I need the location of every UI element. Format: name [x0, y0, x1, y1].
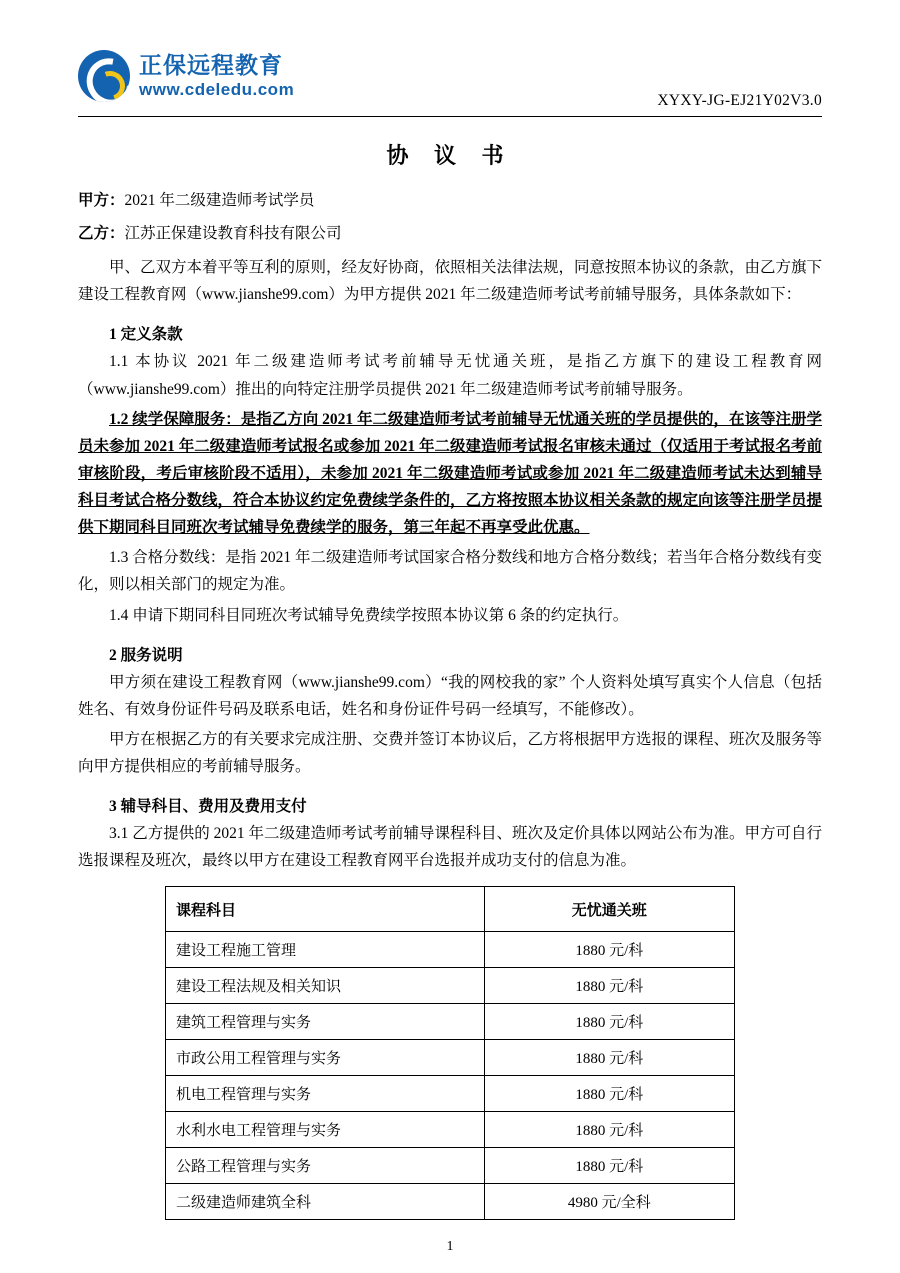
document-header [78, 40, 822, 114]
table-row [166, 1040, 735, 1076]
section-1-paragraph-1: 1.1 本协议 2021 年二级建造师考试考前辅导无忧通关班，是指乙方旗下的建设工程教育网（www.jianshe99.com）推出的向特定注册学员提供 2021 年二级建造师考试考前辅导服务。 [78, 353, 822, 398]
header-divider [78, 116, 822, 117]
section-2-paragraph-1: 甲方须在建设工程教育网（www.jianshe99.com）“我的网校我的家” 个人资料处填写真实个人信息（包括姓名、有效身份证件号码及联系电话，姓名和身份证件号码一经填写，不能修改）。 [78, 673, 822, 718]
section-1-paragraph-4: 1.4 申请下期同科目同班次考试辅导免费续学按照本协议第 6 条的约定执行。 [109, 606, 629, 624]
table-row [166, 932, 735, 968]
party-b-label: 乙方： [78, 224, 125, 242]
cell-subject: 水利水电工程管理与实务 [166, 1112, 485, 1148]
cell-price: 1880 元/科 [484, 1040, 734, 1076]
column-header-subject: 课程科目 [166, 887, 485, 932]
cell-price: 4980 元/全科 [484, 1184, 734, 1220]
cell-subject: 机电工程管理与实务 [166, 1076, 485, 1112]
section-2-paragraph-2: 甲方在根据乙方的有关要求完成注册、交费并签订本协议后，乙方将根据甲方选报的课程、班次及服务等向甲方提供相应的考前辅导服务。 [78, 730, 823, 775]
table-row [166, 1112, 735, 1148]
fee-table [165, 886, 735, 1220]
section-heading-3: 3 辅导科目、费用及费用支付 [109, 798, 307, 816]
fee-table-body [166, 932, 735, 1220]
table-row [166, 1076, 735, 1112]
section-heading-2: 2 服务说明 [109, 646, 183, 664]
section-heading-1: 1 定义条款 [109, 326, 183, 344]
cell-price: 1880 元/科 [484, 1076, 734, 1112]
table-row [166, 1184, 735, 1220]
section-1-paragraph-3: 1.3 合格分数线：是指 2021 年二级建造师考试国家合格分数线和地方合格分数线；若当年合格分数线有变化，则以相关部门的规定为准。 [78, 549, 823, 594]
logo-swirl-icon [78, 50, 130, 102]
cell-price: 1880 元/科 [484, 932, 734, 968]
document-code: XYXY-JG-EJ21Y02V3.0 [657, 92, 822, 109]
section-1-paragraph-2: 1.2 续学保障服务：是指乙方向 2021 年二级建造师考试考前辅导无忧通关班的学员提供的，在该等注册学员未参加 2021 年二级建造师考试报名或参加 2021 年二级建造师考试报名审核未通过（仅适用于考试报名考前审核阶段，考后审核阶段不适用），未参加 2021 年二级建造师考试或参加 2021 年二级建造师考试未达到辅导科目考试合格分数线，符合本协议约定免费续学条件的，乙方将按照本协议相关条款的规定向该等注册学员提供下期同科目同班次考试辅导免费续学的服务，第三年起不再享受此优惠。 [78, 410, 823, 537]
cell-subject: 建筑工程管理与实务 [166, 1004, 485, 1040]
table-row [166, 1148, 735, 1184]
party-b-line [78, 221, 822, 247]
party-a-line [78, 188, 822, 214]
cell-subject: 建设工程法规及相关知识 [166, 968, 485, 1004]
cell-subject: 建设工程施工管理 [166, 932, 485, 968]
cell-price: 1880 元/科 [484, 1112, 734, 1148]
table-header-row [166, 887, 735, 932]
logo-website: www.cdeledu.com [139, 80, 295, 100]
section-3-paragraph-1: 3.1 乙方提供的 2021 年二级建造师考试考前辅导课程科目、班次及定价具体以网站公布为准。甲方可自行选报课程及班次，最终以甲方在建设工程教育网平台选报并成功支付的信息为准。 [78, 825, 823, 870]
cell-subject: 市政公用工程管理与实务 [166, 1040, 485, 1076]
party-b-value: 江苏正保建设教育科技有限公司 [124, 224, 342, 242]
brand-logo [78, 50, 294, 102]
column-header-class: 无忧通关班 [484, 887, 734, 932]
cell-price: 1880 元/科 [484, 1148, 734, 1184]
party-a-value: 2021 年二级建造师考试学员 [124, 192, 315, 209]
logo-company-name: 正保远程教育 [139, 52, 283, 78]
cell-subject: 公路工程管理与实务 [166, 1148, 485, 1184]
preamble-paragraph: 甲、乙双方本着平等互利的原则，经友好协商，依照相关法律法规，同意按照本协议的条款，由乙方旗下建设工程教育网（www.jianshe99.com）为甲方提供 2021 年二级建造师考试考前辅导服务，具体条款如下： [78, 259, 823, 304]
party-a-label: 甲方： [78, 192, 125, 209]
cell-price: 1880 元/科 [484, 1004, 734, 1040]
page-number: 1 [446, 1239, 454, 1254]
cell-price: 1880 元/科 [484, 968, 734, 1004]
table-row [166, 1004, 735, 1040]
cell-subject: 二级建造师建筑全科 [166, 1184, 485, 1220]
table-row [166, 968, 735, 1004]
fee-table-container [78, 886, 822, 1220]
page-title: 协 议 书 [386, 143, 514, 168]
